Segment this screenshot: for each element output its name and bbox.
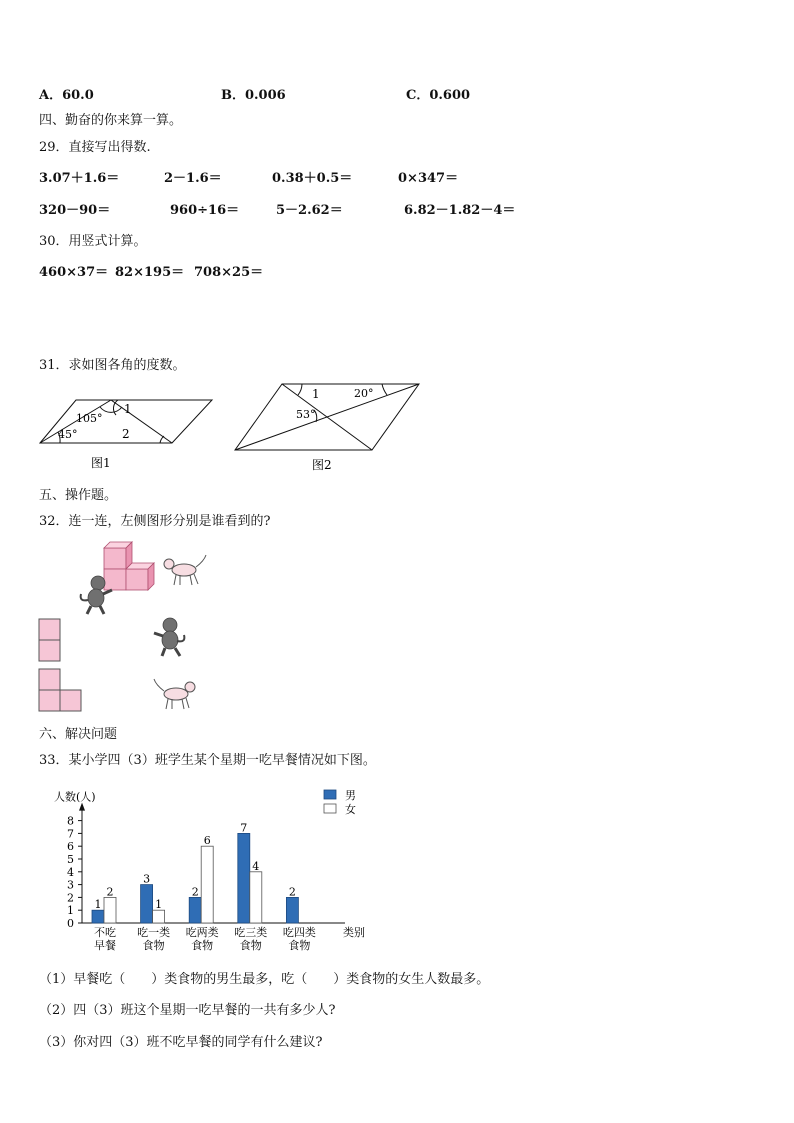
bar-girls bbox=[104, 897, 116, 923]
legend-swatch bbox=[324, 790, 336, 799]
q29-item: 6.82－1.82－4＝ bbox=[404, 203, 516, 218]
breakfast-bar-chart bbox=[40, 780, 380, 960]
monkey-icon bbox=[76, 574, 116, 616]
fig1-angle-45: 45° bbox=[58, 428, 78, 441]
figure-1-parallelogram bbox=[36, 380, 221, 470]
y-tick-label: 1 bbox=[67, 904, 74, 918]
q29-item: 2－1.6＝ bbox=[164, 171, 222, 186]
q30-item: 460×37＝ bbox=[39, 265, 109, 280]
q29-item: 0.38＋0.5＝ bbox=[272, 171, 353, 186]
q31-title: 31．求如图各角的度数。 bbox=[39, 358, 186, 373]
y-tick-label: 7 bbox=[67, 827, 74, 841]
fig2-caption: 图2 bbox=[312, 458, 332, 472]
dog-icon bbox=[160, 553, 208, 589]
figure-2-parallelogram bbox=[232, 380, 424, 472]
legend-swatch bbox=[324, 804, 336, 813]
q33-title: 33．某小学四（3）班学生某个星期一吃早餐情况如下图。 bbox=[39, 753, 376, 768]
q32-title: 32．连一连，左侧图形分别是谁看到的? bbox=[39, 514, 271, 529]
option-b: B．0.006 bbox=[221, 88, 286, 103]
q29-item: 3.07＋1.6＝ bbox=[39, 171, 120, 186]
category-label: 食物 bbox=[191, 939, 214, 952]
q33-sub-2: （2）四（3）班这个星期一吃早餐的一共有多少人? bbox=[39, 1003, 336, 1018]
category-label: 食物 bbox=[142, 939, 165, 952]
data-label: 1 bbox=[155, 898, 163, 912]
data-label: 3 bbox=[143, 872, 151, 886]
q30-item: 708×25＝ bbox=[194, 265, 264, 280]
data-label: 6 bbox=[203, 834, 211, 848]
y-tick-label: 3 bbox=[67, 878, 74, 892]
category-label: 食物 bbox=[288, 939, 311, 952]
y-tick-label: 5 bbox=[67, 853, 74, 866]
y-tick-label: 6 bbox=[67, 840, 74, 854]
data-label: 2 bbox=[106, 885, 114, 899]
section-4-title: 四、勤奋的你来算一算。 bbox=[39, 113, 183, 128]
q29-title: 29．直接写出得数. bbox=[39, 140, 151, 155]
fig2-label-1: 1 bbox=[312, 387, 320, 401]
y-tick-label: 4 bbox=[67, 865, 74, 879]
y-tick-label: 2 bbox=[67, 891, 74, 905]
q30-item: 82×195＝ bbox=[115, 265, 185, 280]
bar-girls bbox=[153, 910, 165, 923]
view-figure-b bbox=[38, 668, 83, 712]
category-label: 食物 bbox=[239, 939, 262, 952]
bar-boys bbox=[286, 897, 298, 923]
fig1-caption: 图1 bbox=[91, 456, 111, 470]
y-tick-label: 0 bbox=[67, 917, 74, 930]
category-label: 不吃 bbox=[94, 926, 116, 939]
data-label: 4 bbox=[252, 859, 260, 873]
category-label: 吃两类 bbox=[185, 926, 219, 939]
view-figure-a bbox=[38, 618, 62, 662]
legend-label: 女 bbox=[345, 803, 356, 816]
legend-label: 男 bbox=[345, 789, 356, 802]
fig1-angle-105: 105° bbox=[76, 412, 103, 425]
category-label: 吃一类 bbox=[137, 926, 171, 939]
q29-item: 320－90＝ bbox=[39, 203, 111, 218]
dog-icon bbox=[150, 676, 200, 712]
section-6-title: 六、解决问题 bbox=[39, 727, 118, 742]
section-5-title: 五、操作题。 bbox=[39, 488, 118, 503]
option-c: C．0.600 bbox=[406, 88, 471, 103]
q33-sub-1: （1）早餐吃（ ）类食物的男生最多，吃（ ）类食物的女生人数最多。 bbox=[39, 972, 490, 987]
fig1-label-2: 2 bbox=[122, 427, 130, 441]
option-a: A．60.0 bbox=[39, 88, 94, 103]
bar-boys bbox=[238, 833, 250, 923]
y-tick-label: 8 bbox=[67, 814, 74, 828]
q29-item: 0×347＝ bbox=[398, 171, 459, 186]
category-label: 早餐 bbox=[94, 939, 116, 952]
data-label: 1 bbox=[94, 898, 102, 912]
monkey-icon bbox=[150, 616, 190, 658]
y-axis-label: 人数(人) bbox=[54, 790, 96, 804]
category-label: 吃四类 bbox=[282, 926, 316, 939]
x-axis-label: 类别 bbox=[343, 926, 365, 939]
bar-boys bbox=[189, 897, 201, 923]
data-label: 2 bbox=[288, 885, 296, 899]
fig2-angle-20: 20° bbox=[354, 387, 374, 400]
data-label: 7 bbox=[240, 821, 248, 835]
y-axis-arrow bbox=[79, 803, 85, 811]
q33-sub-3: （3）你对四（3）班不吃早餐的同学有什么建议? bbox=[39, 1035, 323, 1050]
bar-girls bbox=[201, 846, 213, 923]
bar-girls bbox=[250, 872, 262, 923]
q30-title: 30．用竖式计算。 bbox=[39, 234, 147, 249]
q29-item: 960÷16＝ bbox=[170, 203, 240, 218]
fig1-label-1: 1 bbox=[124, 402, 132, 416]
category-label: 吃三类 bbox=[234, 926, 268, 939]
bar-boys bbox=[92, 910, 104, 923]
bar-boys bbox=[141, 885, 153, 923]
data-label: 2 bbox=[191, 885, 199, 899]
q29-item: 5－2.62＝ bbox=[276, 203, 343, 218]
fig2-angle-53: 53° bbox=[296, 408, 316, 421]
